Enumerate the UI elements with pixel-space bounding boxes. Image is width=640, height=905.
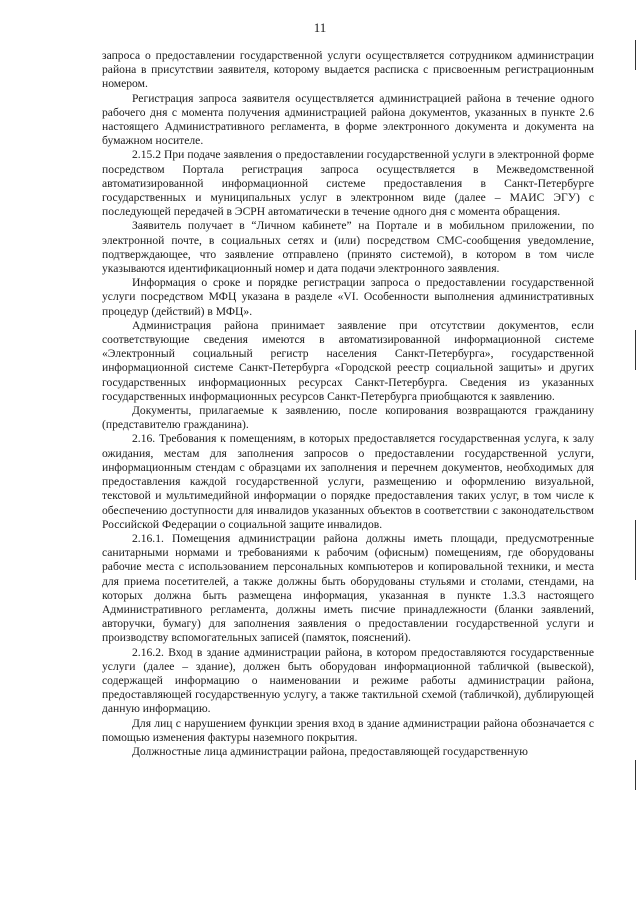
- paragraph: 2.16.1. Помещения администрации района должны иметь площади, предусмотренные санитарными нормами и требованиями к рабочим (офисным) помещениям, где оборудованы рабочие места с использованием персональных компьютеров и копировальной техники, и места для приема посетителей, а также должны быть оборудованы стульями и столами, стендами, на которых должна быть размещена информация, указанная в пункте 1.3.3 настоящего Административного регламента, должны иметь писчие принадлежности (бланки заявлений, авторучки, бумагу) для заполнения заявления о предоставлении государственной услуги и производству вспомогательных записей (памяток, пояснений).: [102, 531, 594, 645]
- paragraph-last: Должностные лица администрации района, предоставляющей государственную: [132, 744, 528, 758]
- scan-edge-mark: [635, 330, 636, 370]
- paragraph: Документы, прилагаемые к заявлению, после копирования возвращаются гражданину (представителю гражданина).: [102, 404, 594, 432]
- paragraph: Информация о сроке и порядке регистрации запроса о предоставлении государственной услуги посредством МФЦ указана в разделе «VI. Особенности выполнения административных процедур (действий) в МФЦ».: [102, 276, 594, 318]
- paragraph: Администрация района принимает заявление при отсутствии документов, если соответствующие сведения имеются в автоматизированной информационной системе «Электронный социальный регистр населения Санкт-Петербурга», государственной информационной системе Санкт-Петербурга «Городской реестр социальной защиты» и других государственных информационных ресурсах Санкт-Петербурга. Сведения из указанных государственных информационных ресурсов Санкт-Петербурга приобщаются к заявлению.: [102, 318, 594, 403]
- paragraph: Регистрация запроса заявителя осуществляется администрацией района в течение одного рабочего дня с момента получения администрацией района документов, указанных в пункте 2.6 настоящего Административного регламента, в форме электронного документа и документа на бумажном носителе.: [102, 91, 594, 148]
- paragraph: Для лиц с нарушением функции зрения вход в здание администрации района обозначается с помощью изменения фактуры наземного покрытия.: [102, 716, 594, 744]
- paragraph-continuation: запроса о предоставлении государственной услуги осуществляется сотрудником администрации района в присутствии заявителя, которому выдается расписка с присвоенным регистрационным номером.: [102, 49, 594, 91]
- scan-edge-mark: [635, 40, 636, 70]
- paragraph: 2.16.2. Вход в здание администрации района, в котором предоставляются государственные услуги (далее – здание), должен быть оборудован информационной табличкой (вывеской), содержащей информацию о наименовании и режиме работы администрации района, предоставляющей государственную услугу, а также тактильной схемой (табличкой), дублирующей данную информацию.: [102, 645, 594, 716]
- paragraph: Заявитель получает в “Личном кабинете” на Портале и в мобильном приложении, по электронной почте, в социальных сетях и (или) посредством СМС-сообщения уведомление, подтверждающее, что заявление отправлено (принято системой), в котором в том числе указываются идентификационный номер и дата подачи электронного заявления.: [102, 219, 594, 276]
- scan-edge-mark: [635, 760, 636, 790]
- page-number: 11: [313, 20, 327, 35]
- paragraph: 2.15.2 При подаче заявления о предоставлении государственной услуги в электронной форме посредством Портала регистрация запроса осуществляется в Межведомственной автоматизированной информационной системе предоставления в Санкт-Петербурге государственных и муниципальных услуг в электронном виде (далее – МАИС ЭГУ) с последующей передачей в ЭСРН автоматически в течение одного дня с момента обращения.: [102, 148, 594, 219]
- paragraph: 2.16. Требования к помещениям, в которых предоставляется государственная услуга, к залу ожидания, местам для заполнения запросов о предоставлении государственной услуги, информационным стендам с образцами их заполнения и перечнем документов, необходимых для предоставления каждой государственной услуги, размещению и оформлению визуальной, текстовой и мультимедийной информации о порядке предоставления таких услуг, в том числе к обеспечению доступности для инвалидов указанных объектов в соответствии с законодательством Российской Федерации о социальной защите инвалидов.: [102, 432, 594, 531]
- document-body: [102, 49, 594, 759]
- scan-edge-mark: [635, 520, 636, 580]
